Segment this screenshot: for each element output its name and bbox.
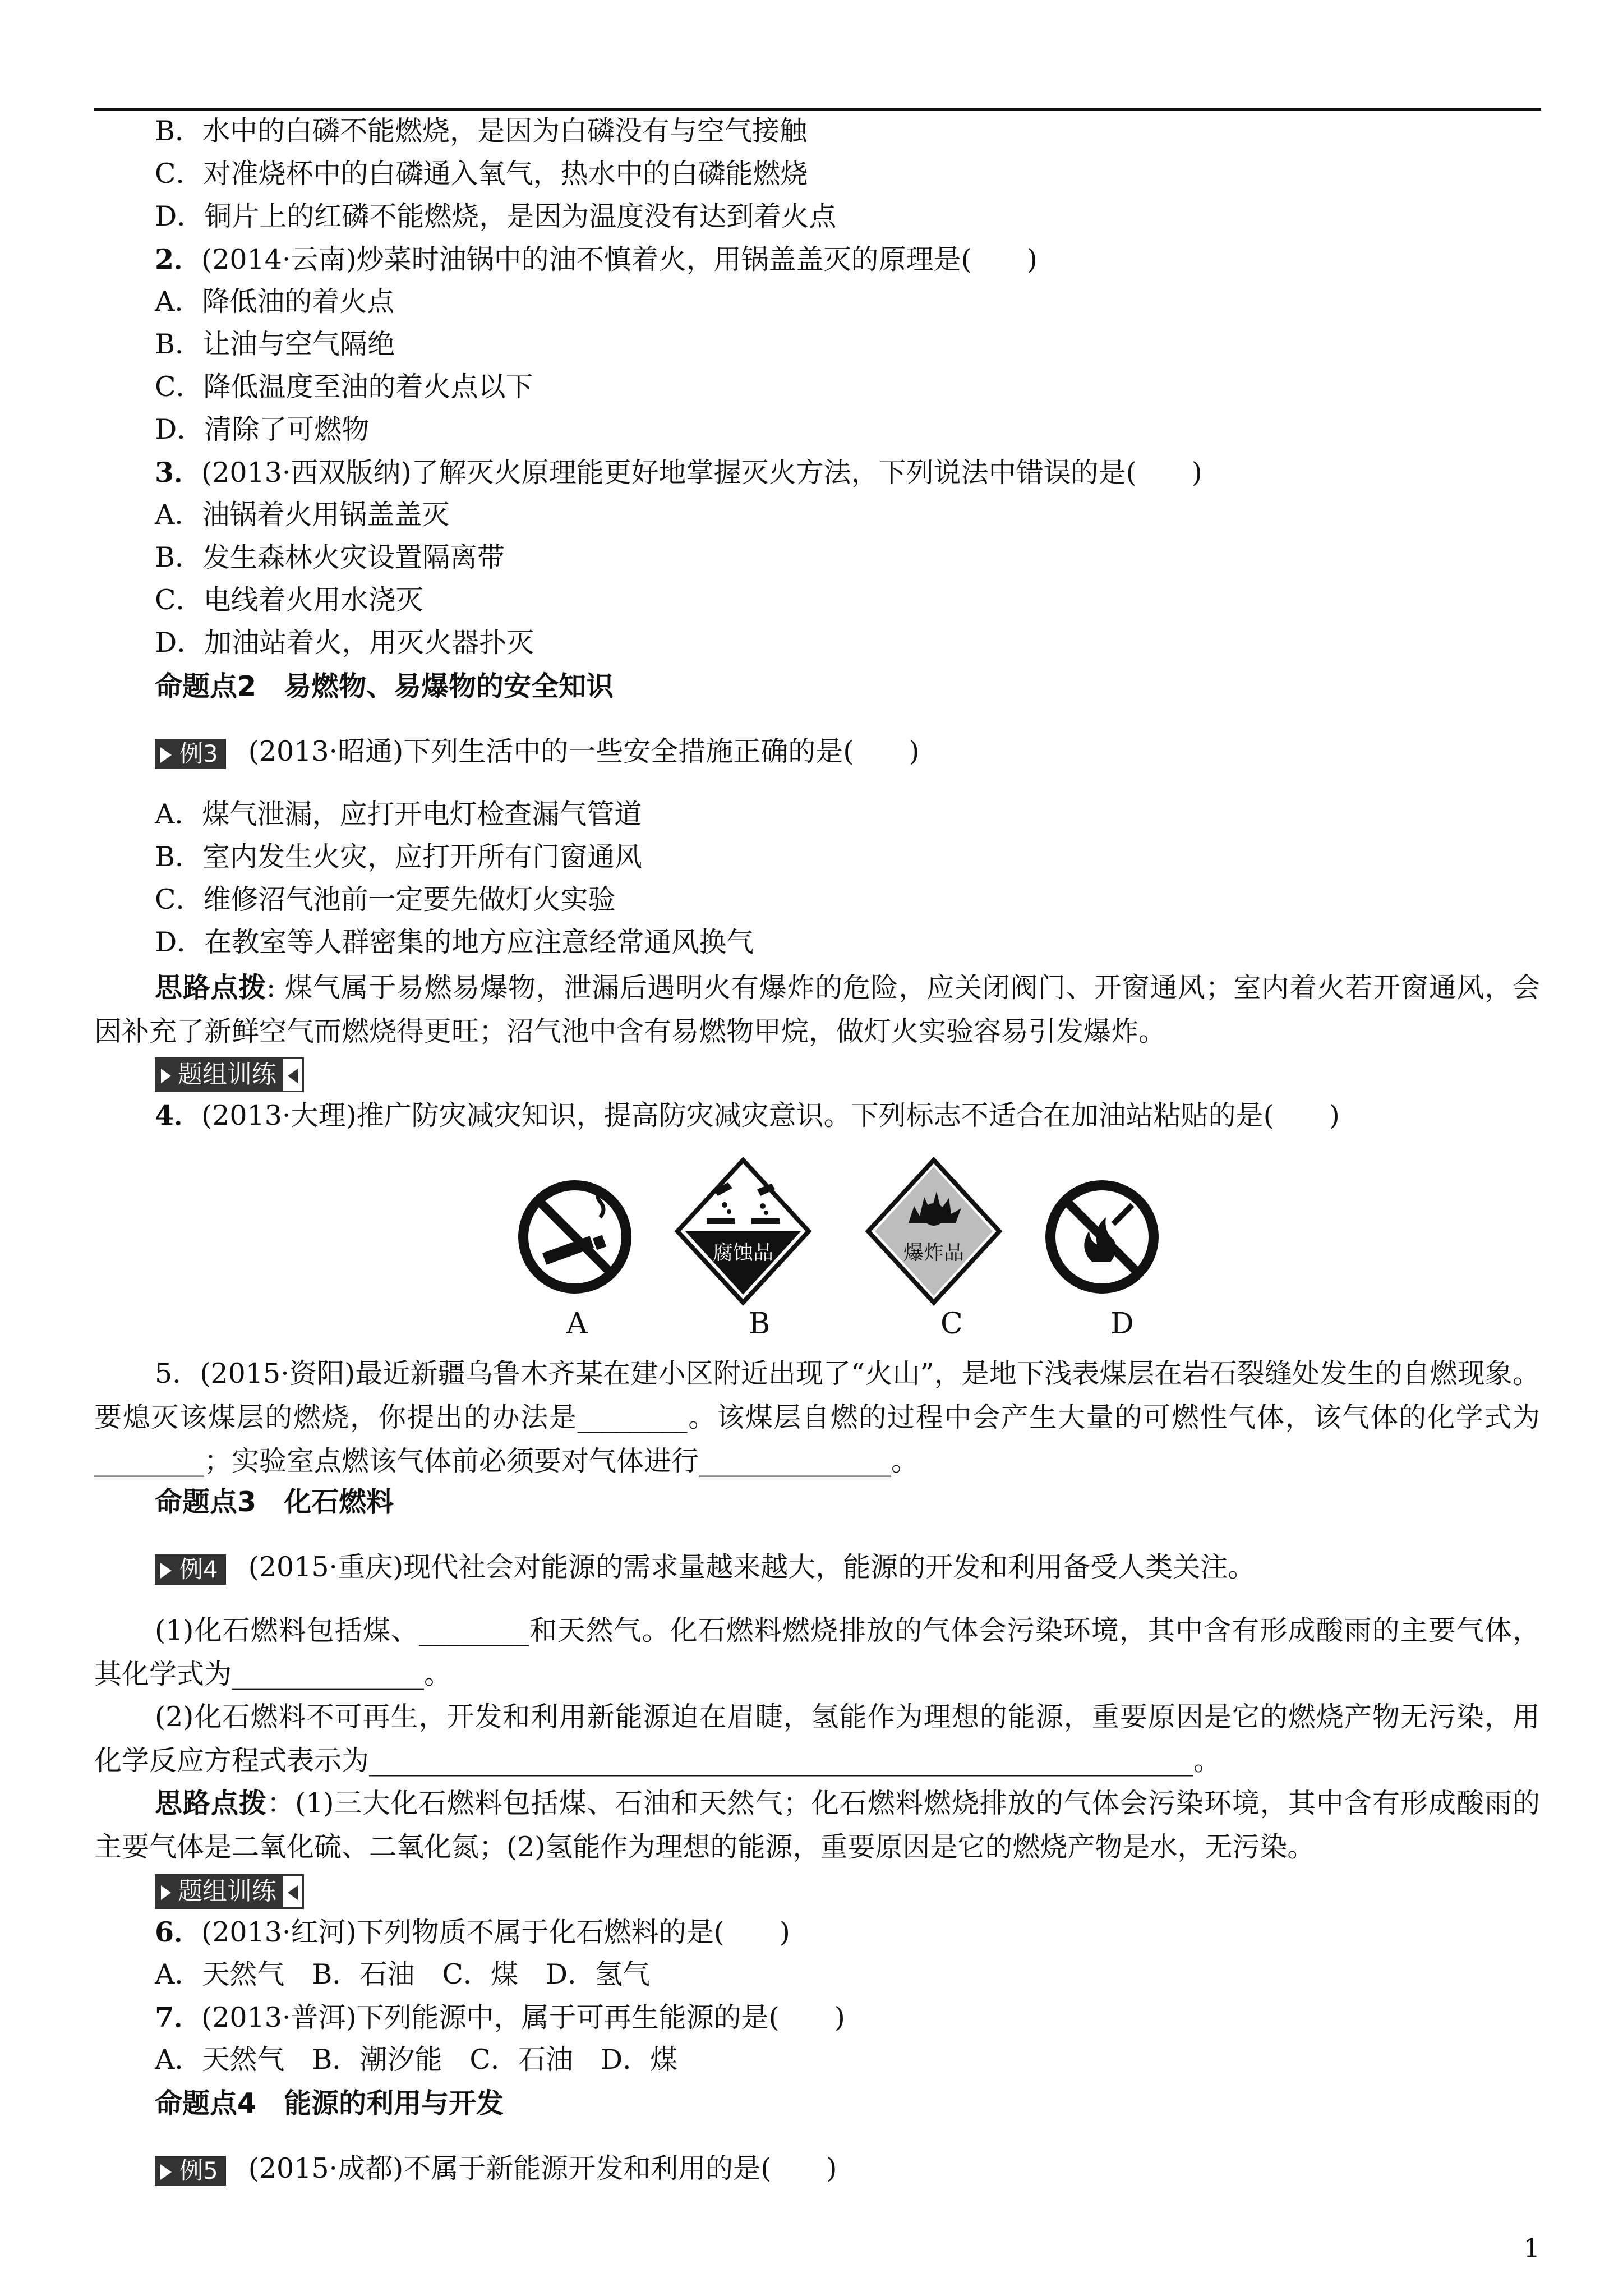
training-label: 题组训练 xyxy=(155,1874,304,1909)
question-stem: (2013·普洱)下列能源中，属于可再生能源的是( ) xyxy=(201,2001,845,2033)
option-a: A．煤气泄漏，应打开电灯检查漏气管道 xyxy=(155,798,642,830)
example-label: 例3 xyxy=(155,739,226,769)
question-7 xyxy=(0,1996,1623,2039)
option-d: D．加油站着火，用灭火器扑灭 xyxy=(155,627,534,659)
option-line: D．铜片上的红磷不能燃烧，是因为温度没有达到着火点 xyxy=(155,200,837,232)
option-a: A．油锅着火用锅盖盖灭 xyxy=(155,499,450,531)
example-stem: (2013·昭通)下列生活中的一些安全措施正确的是( ) xyxy=(248,735,920,767)
option-c: C．维修沼气池前一定要先做灯火实验 xyxy=(155,884,616,915)
hint-lead: 思路点拨 xyxy=(155,1787,268,1819)
play-triangle-icon xyxy=(160,2164,172,2180)
question-stem: (2013·西双版纳)了解灭火原理能更好地掌握灭火方法，下列说法中错误的是( ) xyxy=(201,457,1202,489)
example-stem: (2015·成都)不属于新能源开发和利用的是( ) xyxy=(248,2152,837,2184)
play-triangle-icon xyxy=(160,747,172,763)
explosive-icon xyxy=(864,1156,1004,1318)
example-5 xyxy=(0,2147,1623,2190)
section-heading: 命题点4 能源的利用与开发 xyxy=(155,2087,504,2119)
training-group-1 xyxy=(0,1051,1623,1094)
example-3 xyxy=(0,730,1623,773)
sign-figures xyxy=(516,1156,1200,1341)
hint-paragraph xyxy=(94,1782,1540,1869)
option-b: B．室内发生火灾，应打开所有门窗通风 xyxy=(155,841,643,873)
question-number: 4． xyxy=(155,1099,202,1131)
hint-text: ：(1)三大化石燃料包括煤、石油和天然气；化石燃料燃烧排放的气体会污染环境，其中含有形成酸雨的主要气体是二氧化硫、二氧化氮；(2)氢能作为理想的能源，重要原因是它的燃烧产物是水，无污染。 xyxy=(94,1787,1540,1863)
hint-text: : 煤气属于易燃易爆物，泄漏后遇明火有爆炸的危险，应关闭阀门、开窗通风；室内着火若开窗通风，会因补充了新鲜空气而燃烧得更旺；沼气池中含有易燃物甲烷，做灯火实验容易引发爆炸。 xyxy=(94,972,1540,1047)
play-triangle-icon xyxy=(160,1563,172,1579)
option-b: B．让油与空气隔绝 xyxy=(155,328,395,360)
option-b: B．发生森林火灾设置隔离带 xyxy=(155,541,505,573)
option-c: C．电线着火用水浇灭 xyxy=(155,584,423,616)
question-6 xyxy=(0,1911,1623,1954)
play-triangle-icon xyxy=(161,1069,171,1083)
corrosive-icon xyxy=(673,1156,813,1318)
question-2 xyxy=(0,238,1623,281)
question-number: 3． xyxy=(155,456,202,489)
question-stem: (2013·大理)推广防灾减灾知识，提高防灾减灾意识。下列标志不适合在加油站粘贴的是( ) xyxy=(201,1099,1340,1131)
no-fire-icon xyxy=(1043,1178,1161,1296)
play-triangle-icon xyxy=(161,1885,171,1900)
training-group-2 xyxy=(0,1868,1623,1911)
example-part-2: (2)化石燃料不可再生，开发和利用新能源迫在眉睫，氢能作为理想的能源，重要原因是它的燃烧产物无污染，用化学反应方程式表示为____________________________________________________________。 xyxy=(94,1701,1540,1777)
option-d: D．清除了可燃物 xyxy=(155,413,370,445)
option-a: A．降低油的着火点 xyxy=(155,286,395,318)
question-number: 2． xyxy=(155,243,202,275)
question-stem: (2013·红河)下列物质不属于化石燃料的是( ) xyxy=(201,1916,790,1948)
sign-label-d: D xyxy=(1110,1307,1134,1341)
question-number: 6． xyxy=(155,1916,202,1948)
back-triangle-icon xyxy=(288,1069,298,1083)
example-stem: (2015·重庆)现代社会对能源的需求量越来越大，能源的开发和利用备受人类关注。 xyxy=(248,1551,1256,1583)
corrosive-sign-text: 腐蚀品 xyxy=(712,1241,774,1264)
example-label: 例5 xyxy=(155,2156,226,2186)
question-6-options: A．天然气 B．石油 C．煤 D．氢气 xyxy=(155,1958,651,1990)
question-stem: (2014·云南)炒菜时油锅中的油不慎着火，用锅盖盖灭的原理是( ) xyxy=(201,243,1038,275)
option-c: C．降低温度至油的着火点以下 xyxy=(155,371,533,403)
hint-lead: 思路点拨 xyxy=(155,972,267,1004)
section-heading: 命题点2 易燃物、易爆物的安全知识 xyxy=(155,670,614,702)
sign-label-b: B xyxy=(749,1307,771,1341)
question-7-options: A．天然气 B．潮汐能 C．石油 D．煤 xyxy=(155,2044,678,2076)
sign-label-c: C xyxy=(940,1307,963,1341)
training-label: 题组训练 xyxy=(155,1057,304,1092)
example-label: 例4 xyxy=(155,1554,226,1585)
hint-paragraph xyxy=(94,966,1540,1053)
question-number: 7． xyxy=(155,2001,202,2033)
option-line: C．对准烧杯中的白磷通入氧气，热水中的白磷能燃烧 xyxy=(155,158,808,190)
section-heading: 命题点3 化石燃料 xyxy=(155,1486,394,1518)
question-4 xyxy=(0,1094,1623,1137)
sign-label-a: A xyxy=(566,1307,588,1341)
page-number: 1 xyxy=(1523,2233,1540,2263)
no-smoking-icon xyxy=(516,1178,634,1296)
back-triangle-icon xyxy=(288,1885,298,1900)
example-4 xyxy=(0,1546,1623,1589)
explosive-sign-text: 爆炸品 xyxy=(903,1241,965,1264)
option-line: B．水中的白磷不能燃烧，是因为白磷没有与空气接触 xyxy=(155,115,808,147)
question-3 xyxy=(0,451,1623,494)
question-5: 5．(2015·资阳)最近新疆乌鲁木齐某在建小区附近出现了“火山”，是地下浅表煤层在岩石裂缝处发生的自燃现象。要熄灭该煤层的燃烧，你提出的办法是________。该煤层自燃的过程中会产生大量的可燃性气体，该气体的化学式为________；实验室点燃该气体前必须要对气体进行______________。 xyxy=(94,1358,1540,1477)
example-part-1: (1)化石燃料包括煤、________和天然气。化石燃料燃烧排放的气体会污染环境，其中含有形成酸雨的主要气体，其化学式为______________。 xyxy=(94,1614,1540,1690)
option-d: D．在教室等人群密集的地方应注意经常通风换气 xyxy=(155,926,754,958)
